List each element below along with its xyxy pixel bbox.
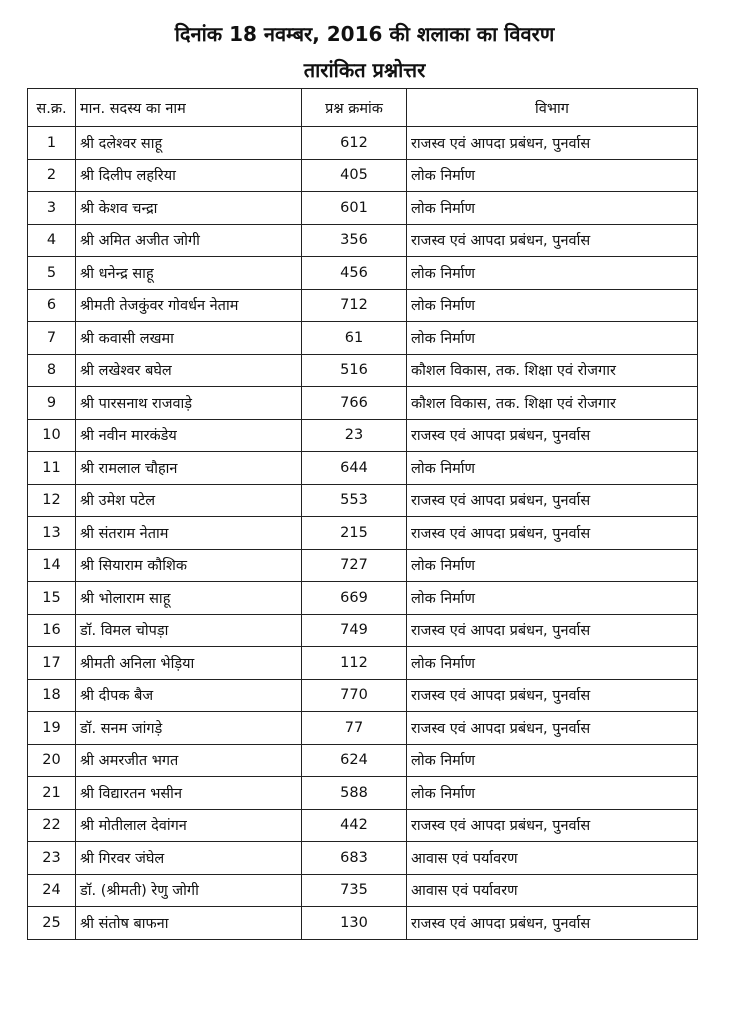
member-name-cell: श्री दिलीप लहरिया (76, 159, 302, 192)
department-cell: लोक निर्माण (407, 289, 698, 322)
department-cell: राजस्व एवं आपदा प्रबंधन, पुनर्वास (407, 224, 698, 257)
member-name-cell: श्री कवासी लखमा (76, 322, 302, 355)
col-header-department: विभाग (407, 89, 698, 127)
serial-cell: 3 (28, 192, 76, 225)
member-name-cell: श्री लखेश्वर बघेल (76, 354, 302, 387)
department-cell: राजस्व एवं आपदा प्रबंधन, पुनर्वास (407, 712, 698, 745)
question-number-cell: 770 (302, 679, 407, 712)
member-name-cell: श्रीमती तेजकुंवर गोवर्धन नेताम (76, 289, 302, 322)
department-cell: आवास एवं पर्यावरण (407, 874, 698, 907)
table-row (28, 647, 698, 680)
table-row (28, 777, 698, 810)
department-cell: राजस्व एवं आपदा प्रबंधन, पुनर्वास (407, 517, 698, 550)
table-row (28, 452, 698, 485)
table-row (28, 809, 698, 842)
table-row (28, 874, 698, 907)
question-number-cell: 588 (302, 777, 407, 810)
table-row (28, 679, 698, 712)
table-row (28, 322, 698, 355)
question-number-cell: 612 (302, 127, 407, 160)
department-cell: लोक निर्माण (407, 744, 698, 777)
member-name-cell: श्री दीपक बैज (76, 679, 302, 712)
question-number-cell: 553 (302, 484, 407, 517)
serial-cell: 24 (28, 874, 76, 907)
serial-cell: 15 (28, 582, 76, 615)
department-cell: राजस्व एवं आपदा प्रबंधन, पुनर्वास (407, 907, 698, 940)
member-name-cell: श्री सियाराम कौशिक (76, 549, 302, 582)
serial-cell: 19 (28, 712, 76, 745)
serial-cell: 4 (28, 224, 76, 257)
question-number-cell: 77 (302, 712, 407, 745)
department-cell: राजस्व एवं आपदा प्रबंधन, पुनर्वास (407, 679, 698, 712)
serial-cell: 2 (28, 159, 76, 192)
question-number-cell: 23 (302, 419, 407, 452)
department-cell: लोक निर्माण (407, 257, 698, 290)
col-header-serial: स.क्र. (28, 89, 76, 127)
page-title: दिनांक 18 नवम्बर, 2016 की शलाका का विवरण (174, 22, 555, 46)
department-cell: कौशल विकास, तक. शिक्षा एवं रोजगार (407, 387, 698, 420)
table-row (28, 419, 698, 452)
table-row (28, 354, 698, 387)
serial-cell: 11 (28, 452, 76, 485)
department-cell: राजस्व एवं आपदा प्रबंधन, पुनर्वास (407, 809, 698, 842)
question-number-cell: 735 (302, 874, 407, 907)
serial-cell: 20 (28, 744, 76, 777)
member-name-cell: श्री रामलाल चौहान (76, 452, 302, 485)
question-number-cell: 669 (302, 582, 407, 615)
member-name-cell: श्री मोतीलाल देवांगन (76, 809, 302, 842)
member-name-cell: श्री दलेश्वर साहू (76, 127, 302, 160)
member-name-cell: श्री अमरजीत भगत (76, 744, 302, 777)
question-number-cell: 356 (302, 224, 407, 257)
table-row (28, 257, 698, 290)
serial-cell: 5 (28, 257, 76, 290)
member-name-cell: डॉ. सनम जांगड़े (76, 712, 302, 745)
question-number-cell: 727 (302, 549, 407, 582)
department-cell: लोक निर्माण (407, 322, 698, 355)
serial-cell: 23 (28, 842, 76, 875)
col-header-question-number: प्रश्न क्रमांक (302, 89, 407, 127)
table-row (28, 517, 698, 550)
department-cell: राजस्व एवं आपदा प्रबंधन, पुनर्वास (407, 614, 698, 647)
serial-cell: 18 (28, 679, 76, 712)
serial-cell: 14 (28, 549, 76, 582)
question-number-cell: 442 (302, 809, 407, 842)
department-cell: कौशल विकास, तक. शिक्षा एवं रोजगार (407, 354, 698, 387)
table-row (28, 387, 698, 420)
serial-cell: 21 (28, 777, 76, 810)
department-cell: आवास एवं पर्यावरण (407, 842, 698, 875)
serial-cell: 7 (28, 322, 76, 355)
question-number-cell: 766 (302, 387, 407, 420)
question-number-cell: 601 (302, 192, 407, 225)
table-header-row (28, 89, 698, 127)
member-name-cell: श्री उमेश पटेल (76, 484, 302, 517)
member-name-cell: श्रीमती अनिला भेड़िया (76, 647, 302, 680)
member-name-cell: श्री नवीन मारकंडेय (76, 419, 302, 452)
serial-cell: 6 (28, 289, 76, 322)
table-row (28, 549, 698, 582)
serial-cell: 25 (28, 907, 76, 940)
table-row (28, 159, 698, 192)
member-name-cell: श्री गिरवर जंघेल (76, 842, 302, 875)
department-cell: राजस्व एवं आपदा प्रबंधन, पुनर्वास (407, 127, 698, 160)
question-number-cell: 405 (302, 159, 407, 192)
member-name-cell: श्री केशव चन्द्रा (76, 192, 302, 225)
table-row (28, 224, 698, 257)
table-row (28, 614, 698, 647)
questions-table (27, 88, 698, 940)
serial-cell: 1 (28, 127, 76, 160)
department-cell: लोक निर्माण (407, 192, 698, 225)
department-cell: लोक निर्माण (407, 549, 698, 582)
department-cell: राजस्व एवं आपदा प्रबंधन, पुनर्वास (407, 419, 698, 452)
department-cell: लोक निर्माण (407, 452, 698, 485)
table-row (28, 712, 698, 745)
member-name-cell: श्री धनेन्द्र साहू (76, 257, 302, 290)
member-name-cell: श्री विद्यारतन भसीन (76, 777, 302, 810)
question-number-cell: 112 (302, 647, 407, 680)
member-name-cell: श्री अमित अजीत जोगी (76, 224, 302, 257)
member-name-cell: श्री पारसनाथ राजवाड़े (76, 387, 302, 420)
serial-cell: 8 (28, 354, 76, 387)
question-number-cell: 215 (302, 517, 407, 550)
table-row (28, 192, 698, 225)
question-number-cell: 712 (302, 289, 407, 322)
question-number-cell: 516 (302, 354, 407, 387)
member-name-cell: डॉ. (श्रीमती) रेणु जोगी (76, 874, 302, 907)
question-number-cell: 749 (302, 614, 407, 647)
department-cell: लोक निर्माण (407, 647, 698, 680)
question-number-cell: 61 (302, 322, 407, 355)
serial-cell: 9 (28, 387, 76, 420)
department-cell: राजस्व एवं आपदा प्रबंधन, पुनर्वास (407, 484, 698, 517)
question-number-cell: 456 (302, 257, 407, 290)
serial-cell: 12 (28, 484, 76, 517)
member-name-cell: श्री संतोष बाफना (76, 907, 302, 940)
question-number-cell: 683 (302, 842, 407, 875)
serial-cell: 16 (28, 614, 76, 647)
serial-cell: 10 (28, 419, 76, 452)
serial-cell: 17 (28, 647, 76, 680)
col-header-member-name: मान. सदस्य का नाम (76, 89, 302, 127)
table-row (28, 289, 698, 322)
question-number-cell: 644 (302, 452, 407, 485)
question-number-cell: 130 (302, 907, 407, 940)
department-cell: लोक निर्माण (407, 582, 698, 615)
department-cell: लोक निर्माण (407, 159, 698, 192)
page-subtitle: तारांकित प्रश्नोत्तर (303, 58, 426, 82)
serial-cell: 22 (28, 809, 76, 842)
department-cell: लोक निर्माण (407, 777, 698, 810)
member-name-cell: श्री संतराम नेताम (76, 517, 302, 550)
table-row (28, 744, 698, 777)
question-number-cell: 624 (302, 744, 407, 777)
member-name-cell: डॉ. विमल चोपड़ा (76, 614, 302, 647)
serial-cell: 13 (28, 517, 76, 550)
table-row (28, 127, 698, 160)
table-row (28, 907, 698, 940)
member-name-cell: श्री भोलाराम साहू (76, 582, 302, 615)
table-row (28, 484, 698, 517)
table-row (28, 582, 698, 615)
table-row (28, 842, 698, 875)
